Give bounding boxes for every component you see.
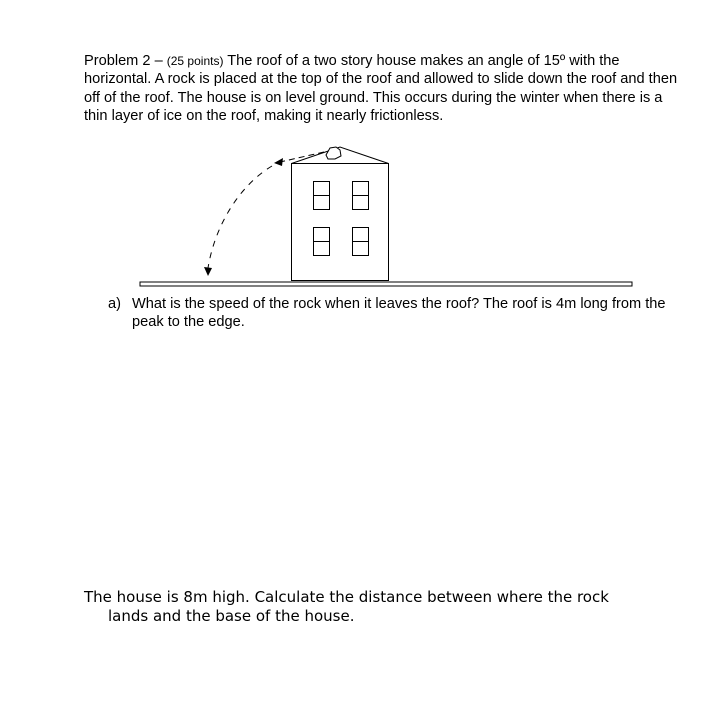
roof-motion-arrow <box>280 152 324 162</box>
house-body <box>292 164 389 281</box>
question-b <box>84 588 684 626</box>
roof-arrow-head <box>274 158 283 166</box>
window-lower-left <box>314 228 330 256</box>
window-upper-left <box>314 182 330 210</box>
trajectory-arrow-head <box>204 267 212 276</box>
trajectory <box>208 166 272 268</box>
rock <box>326 147 341 159</box>
problem-points: (25 points) <box>166 54 224 68</box>
question-a <box>108 295 688 332</box>
window-upper-right <box>353 182 369 210</box>
question-a-label: a) <box>108 296 121 312</box>
question-a-text: What is the speed of the rock when it leaves the roof? The roof is 4m long from the peak to the edge. <box>132 296 666 331</box>
question-b-line2: lands and the base of the house. <box>108 607 355 626</box>
question-b-line1: The house is 8m high. Calculate the distance between where the rock <box>84 588 609 606</box>
problem-body: The roof of a two story house makes an angle of 15º with the horizontal. A rock is placed at the top of the roof and allowed to slide down the roof and then off of the roof. The house is on level ground. This occurs during the winter when there is a thin layer of ice on the roof, making it nearly frictionless. <box>84 53 678 125</box>
problem-title: Problem 2 – <box>84 53 163 69</box>
ground <box>140 282 632 286</box>
window-lower-right <box>353 228 369 256</box>
